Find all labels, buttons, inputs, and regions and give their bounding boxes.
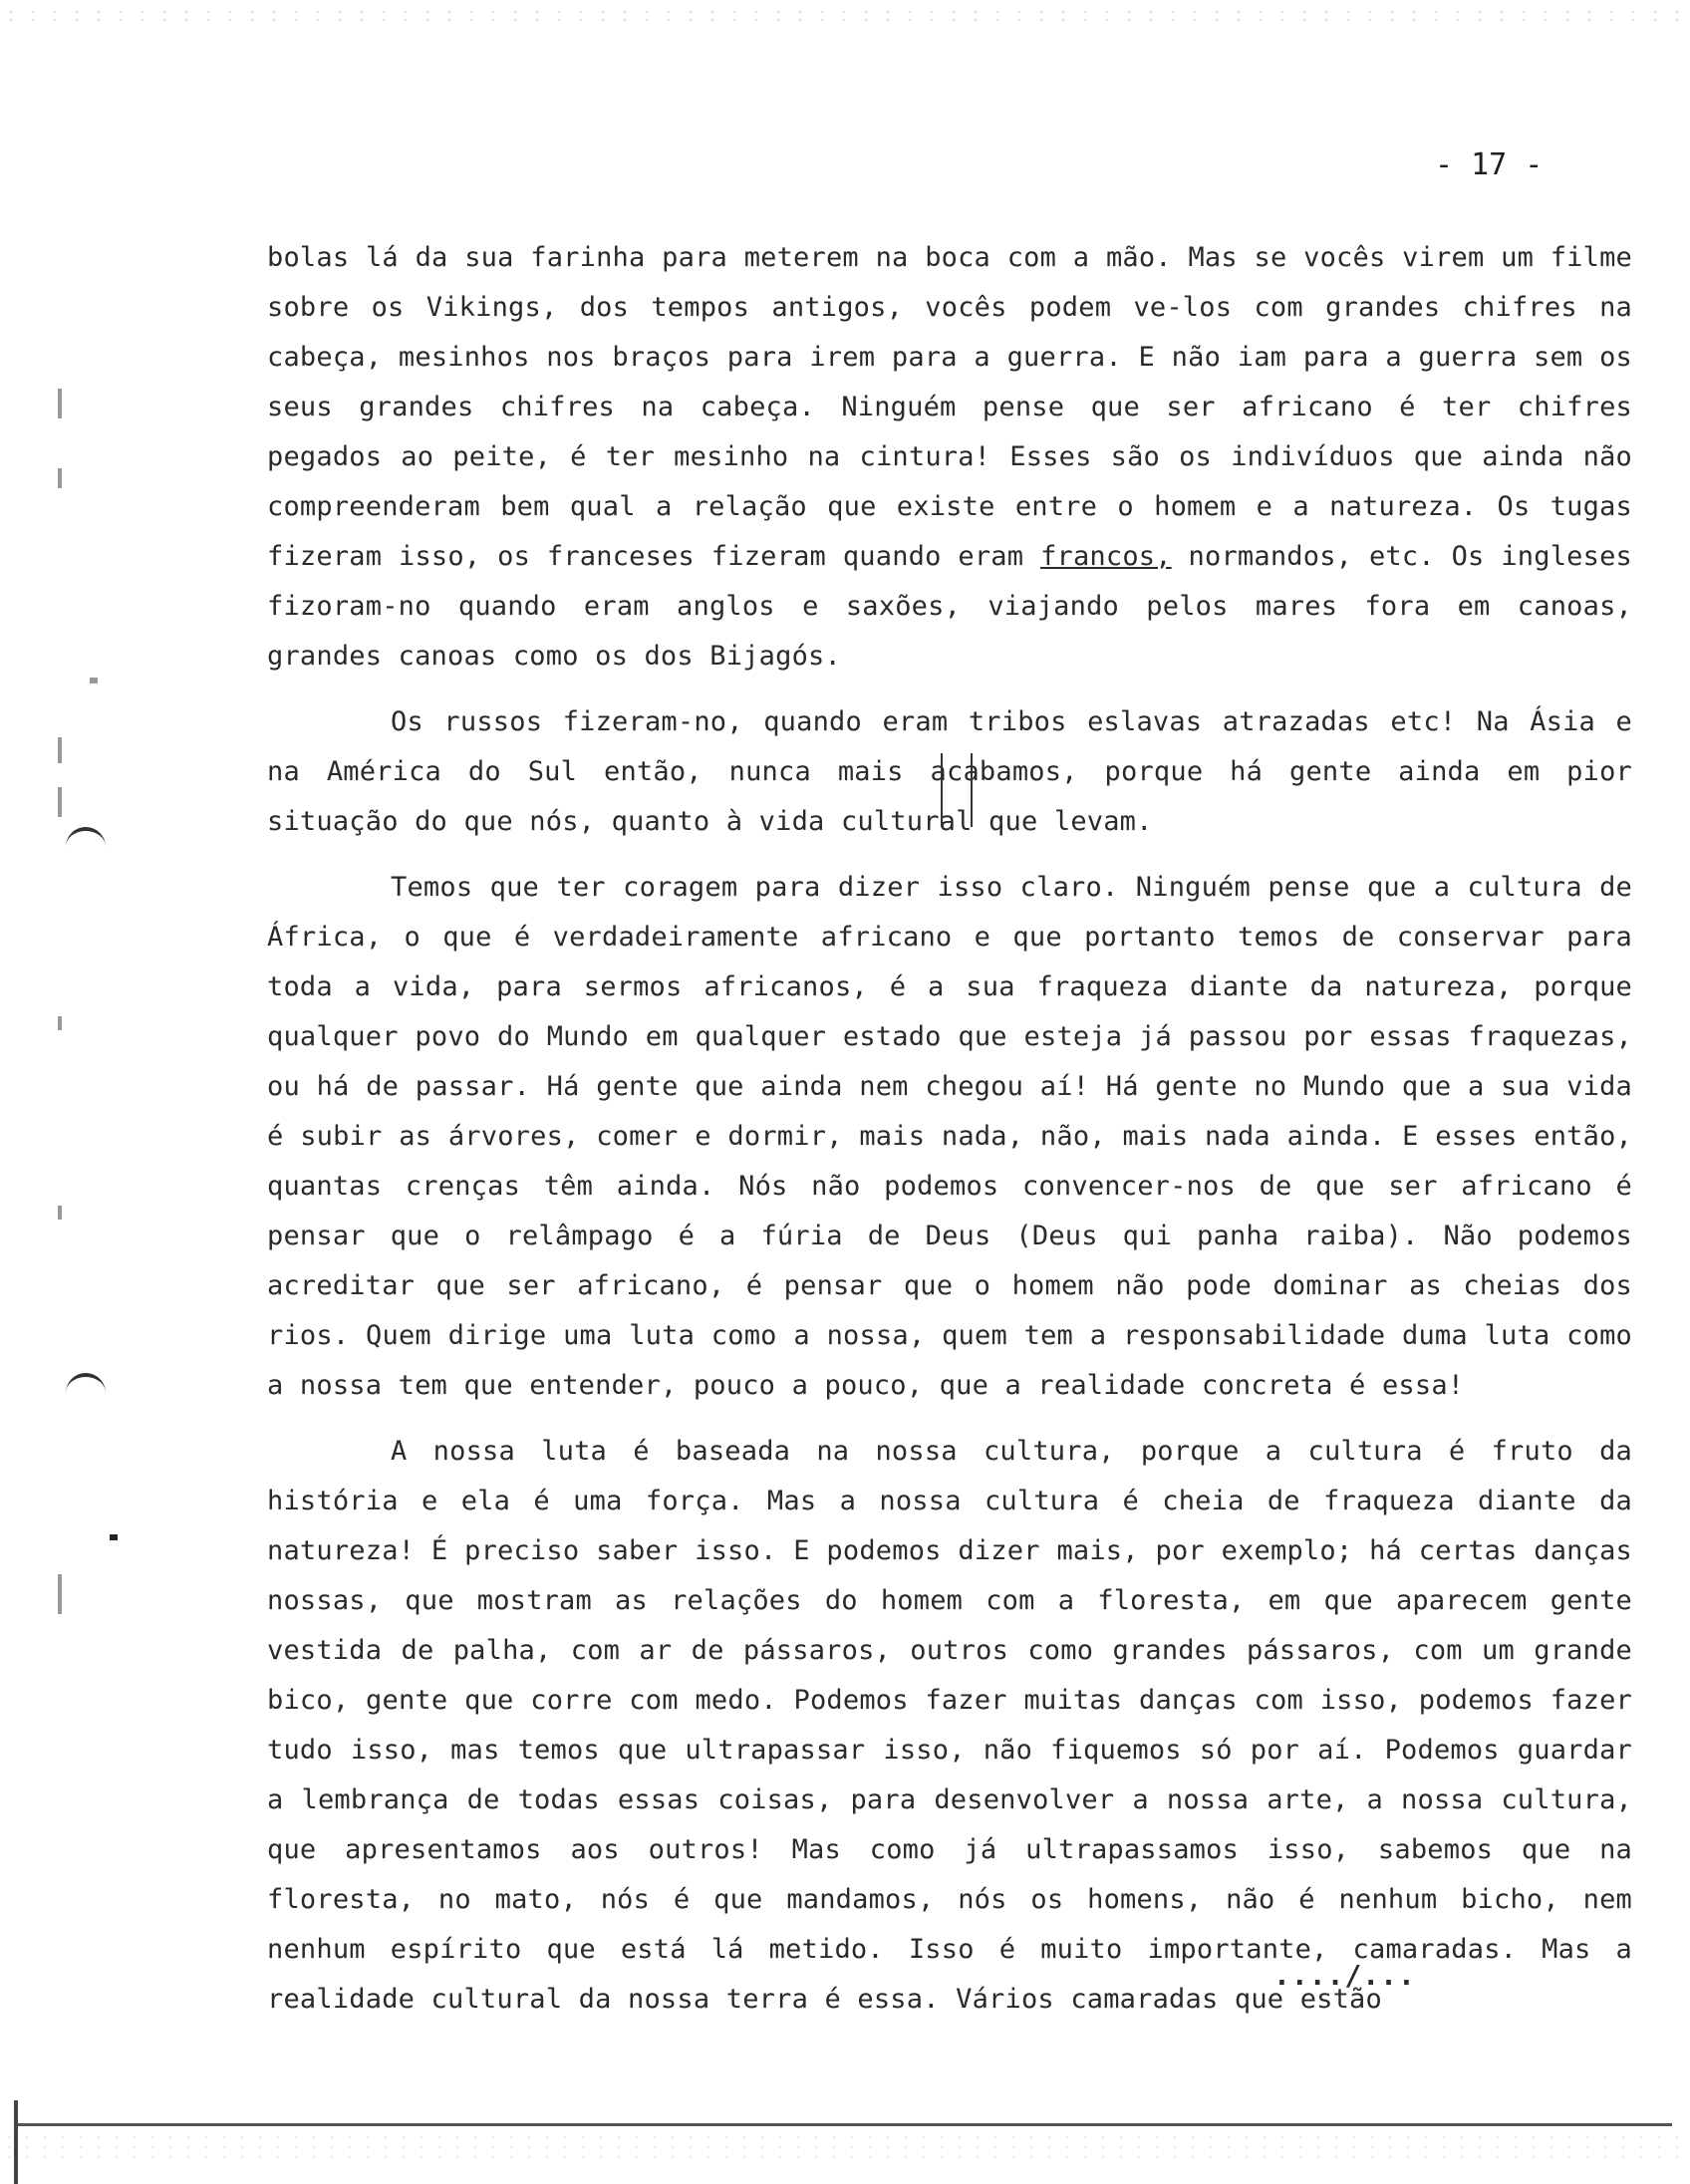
paragraph-1-text-after: normandos, etc. Os ingleses fizoram-no quando eram anglos e saxões, viajando pelos mares fora em canoas, grandes canoas como os dos Bijagós.	[267, 541, 1632, 672]
margin-tick	[58, 468, 62, 488]
page-number: - 17 -	[1435, 147, 1544, 182]
paragraph-1-text: bolas lá da sua farinha para meterem na boca com a mão. Mas se vocês virem um filme sobre os Vikings, dos tempos antigos, vocês podem ve-los com grandes chifres na cabeça, mesinhos nos braços para irem para a guerra. E não iam para a guerra sem os seus grandes chifres na cabeça. Ninguém pense que ser africano é ter chifres pegados ao peite, é ter mesinho na cintura! Esses são os indivíduos que ainda não compreenderam bem qual a relação que existe entre o homem e a natureza. Os tugas fizeram isso, os franceses fizeram quando eram	[267, 242, 1632, 572]
underlined-word: francos,	[1040, 541, 1172, 572]
scan-artifact-top	[0, 8, 1690, 22]
margin-tick	[58, 1016, 62, 1030]
continuation-mark: ..../...	[1273, 1959, 1416, 1992]
margin-tick	[58, 389, 62, 418]
margin-tick	[58, 1206, 62, 1220]
paragraph-1	[267, 233, 1632, 682]
margin-tick	[90, 678, 98, 683]
paragraph-4-text: A nossa luta é baseada na nossa cultura, porque a cultura é fruto da história e ela é uma força. Mas a nossa cultura é cheia de fraqueza diante da natureza! É preciso saber isso. E podemos dizer mais, por exemplo; há certas danças nossas, que mostram as relações do homem com a floresta, em que aparecem gente vestida de palha, com ar de pássaros, outros como grandes pássaros, com um grande bico, gente que corre com medo. Podemos fazer muitas danças com isso, podemos fazer tudo isso, mas temos que ultrapassar isso, não fiquemos só por aí. Podemos guardar a lembrança de todas essas coisas, para desenvolver a nossa arte, a nossa cultura, que apresentamos aos outros! Mas como já ultrapassamos isso, sabemos que na floresta, no mato, nós é que mandamos, nós os homens, não é nenhum bicho, nem nenhum espírito que está lá metido. Isso é muito importante, camaradas. Mas a realidade cultural da nossa terra é essa. Vários camaradas que estão	[267, 1436, 1632, 2015]
margin-tick	[58, 787, 62, 817]
margin-dot	[110, 1534, 118, 1540]
paragraph-3	[267, 863, 1632, 1411]
paragraph-4	[267, 1427, 1632, 2025]
handwritten-mark	[941, 753, 973, 827]
punch-hole-mark-upper	[66, 827, 106, 853]
punch-hole-mark-lower	[66, 1373, 106, 1399]
paragraph-3-text: Temos que ter coragem para dizer isso claro. Ninguém pense que a cultura de África, o que é verdadeiramente africano e que portanto temos de conservar para toda a vida, para sermos africanos, é a sua fraqueza diante da natureza, porque qualquer povo do Mundo em qualquer estado que esteja já passou por essas fraquezas, ou há de passar. Há gente que ainda nem chegou aí! Há gente no Mundo que a sua vida é subir as árvores, comer e dormir, mais nada, não, mais nada ainda. E esses então, quantas crenças têm ainda. Nós não podemos convencer-nos de que ser africano é pensar que o relâmpago é a fúria de Deus (Deus qui panha raiba). Não podemos acreditar que ser africano, é pensar que o homem não pode dominar as cheias dos rios. Quem dirige uma luta como a nossa, quem tem a responsabilidade duma luta como a nossa tem que entender, pouco a pouco, que a realidade concreta é essa!	[267, 872, 1632, 1401]
margin-tick	[58, 1574, 62, 1614]
scan-edge-bottom	[18, 2123, 1672, 2126]
scan-artifact-bottom	[0, 2132, 1690, 2162]
body-text	[267, 233, 1632, 2025]
paragraph-2-text: Os russos fizeram-no, quando eram tribos eslavas atrazadas etc! Na Ásia e na América do Sul então, nunca mais acabamos, porque há gente ainda em pior situação do que nós, quanto à vida cultural que levam.	[267, 706, 1632, 837]
margin-tick	[58, 737, 62, 763]
